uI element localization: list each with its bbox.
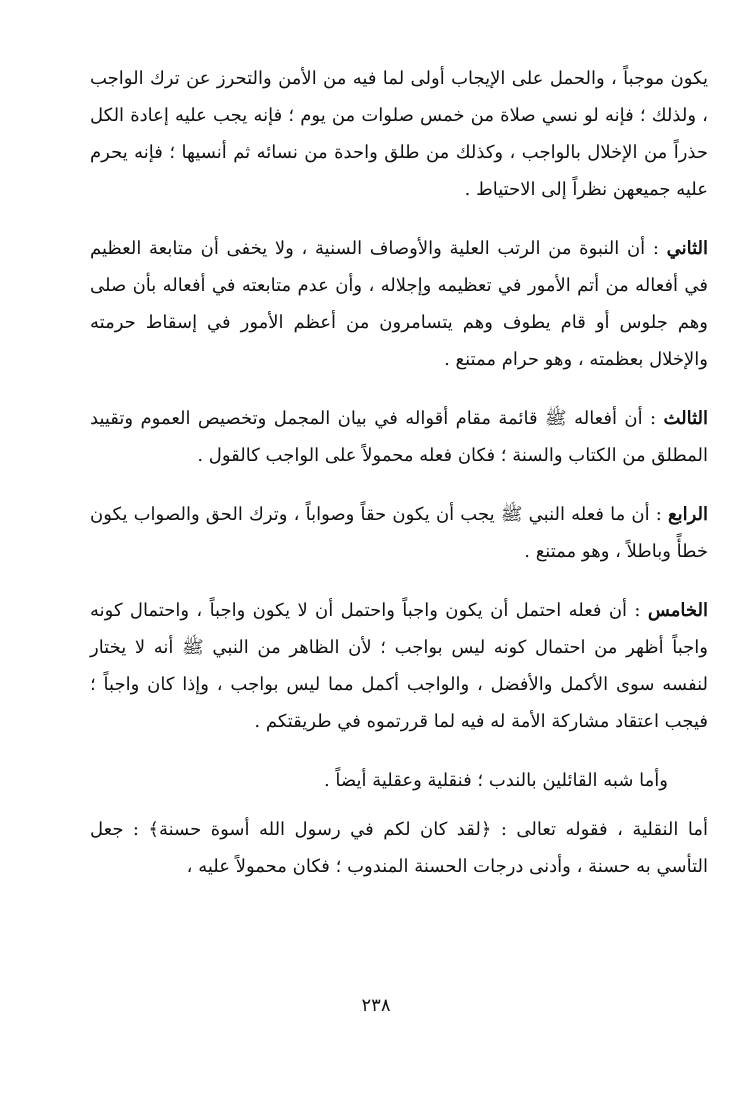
paragraph-5 [90,592,708,740]
paragraph-1 [90,60,708,208]
page-number: ٢٣٨ [361,995,391,1016]
paragraph-7 [90,811,708,885]
paragraph-label: الخامس [647,600,708,621]
paragraph-label: الرابع [667,504,708,525]
paragraph-label: الثالث [663,408,708,429]
paragraph-3 [90,400,708,474]
paragraph-4 [90,496,708,570]
paragraph-text: : أن فعله احتمل أن يكون واجباً واحتمل أن لا يكون واجباً ، واحتمال كونه واجباً أظهر من احتمال كونه ليس بواجب ؛ لأن الظاهر من النبي ﷺ أنه لا يختار لنفسه سوى الأكمل والأفضل ، والواجب أكمل مما ليس بواجب ، وإذا كان واجباً ؛ فيجب اعتقاد مشاركة الأمة له فيه لما قررتموه في طريقتكم . [90,600,708,732]
page-body [90,60,708,907]
paragraph-6 [90,762,708,799]
paragraph-text: وأما شبه القائلين بالندب ؛ فنقلية وعقلية أيضاً . [323,770,668,791]
paragraph-2 [90,230,708,378]
paragraph-text: أما النقلية ، فقوله تعالى : ﴿لقد كان لكم في رسول الله أسوة حسنة﴾ : جعل التأسي به حسنة ، وأدنى درجات الحسنة المندوب ؛ فكان محمولاً عليه ، [90,819,708,877]
paragraph-text: : أن ما فعله النبي ﷺ يجب أن يكون حقاً وصواباً ، وترك الحق والصواب يكون خطأً وباطلاً ، وهو ممتنع . [90,504,708,562]
paragraph-text: : أن النبوة من الرتب العلية والأوصاف السنية ، ولا يخفى أن متابعة العظيم في أفعاله من أتم الأمور في تعظيمه وإجلاله ، وأن عدم متابعته في أفعاله بأن صلى وهم جلوس أو قام يطوف وهم يتسامرون من أعظم الأمور في إسقاط حرمته والإخلال بعظمته ، وهو حرام ممتنع . [90,238,708,370]
paragraph-label: الثاني [666,238,708,259]
paragraph-text: : أن أفعاله ﷺ قائمة مقام أقواله في بيان المجمل وتخصيص العموم وتقييد المطلق من الكتاب والسنة ؛ فكان فعله محمولاً على الواجب كالقول . [90,408,708,466]
paragraph-text: يكون موجباً ، والحمل على الإيجاب أولى لما فيه من الأمن والتحرز عن ترك الواجب ، ولذلك ؛ فإنه لو نسي صلاة من خمس صلوات من يوم ؛ فإنه يجب عليه إعادة الكل حذراً من الإخلال بالواجب ، وكذلك من طلق واحدة من نسائه ثم أنسيها ؛ فإنه يحرم عليه جميعهن نظراً إلى الاحتياط . [90,68,708,200]
